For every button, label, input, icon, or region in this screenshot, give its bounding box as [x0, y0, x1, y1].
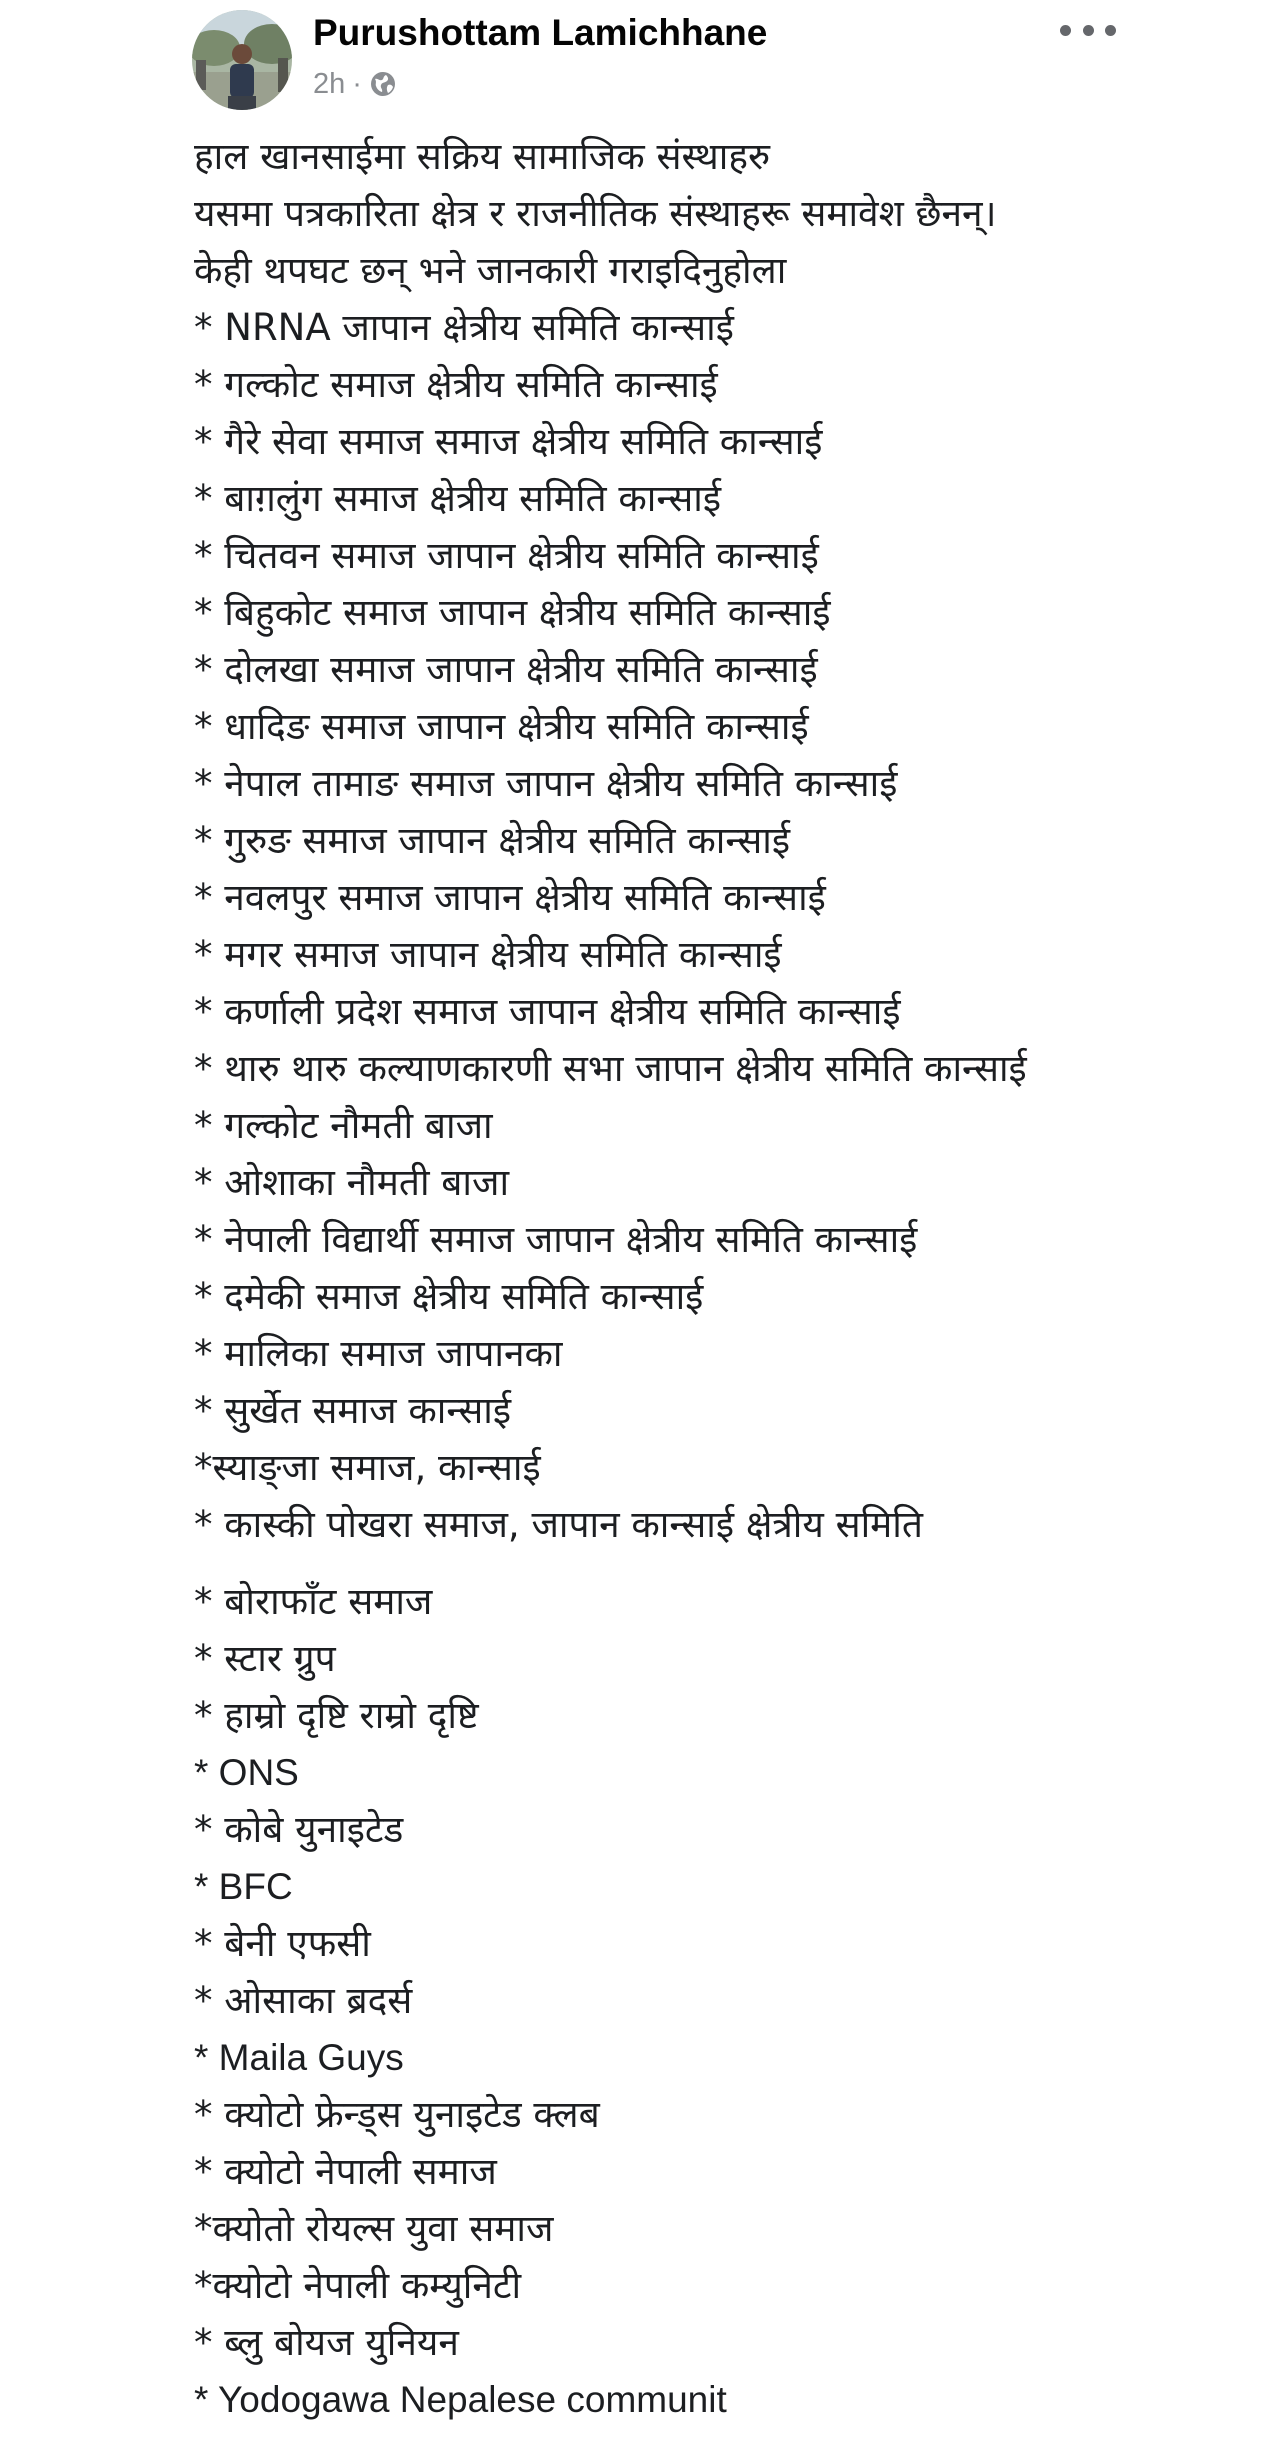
more-horizontal-icon [1060, 25, 1071, 36]
author-avatar[interactable] [192, 10, 292, 110]
list-item: * ओशाका नौमती बाजा [194, 1161, 510, 1204]
list-item: * नवलपुर समाज जापान क्षेत्रीय समिति कान्साई [194, 876, 826, 919]
post-intro-line: हाल खानसाईमा सक्रिय सामाजिक संस्थाहरु [194, 135, 771, 178]
list-item: * स्टार ग्रुप [194, 1637, 336, 1680]
list-item: * गैरे सेवा समाज समाज क्षेत्रीय समिति कान्साई [194, 420, 823, 463]
post-intro-line: यसमा पत्रकारिता क्षेत्र र राजनीतिक संस्थाहरू समावेश छैनन्। [194, 192, 997, 235]
list-item: * क्योटो नेपाली समाज [194, 2150, 497, 2193]
list-item: * NRNA जापान क्षेत्रीय समिति कान्साई [194, 306, 734, 349]
list-item: * कोबे युनाइटेड [194, 1808, 404, 1851]
list-item: * बिहुकोट समाज जापान क्षेत्रीय समिति कान्साई [194, 591, 831, 634]
list-item: * नेपाल तामाङ समाज जापान क्षेत्रीय समिति कान्साई [194, 762, 898, 805]
post-timestamp[interactable]: 2h [313, 67, 346, 100]
list-item: *क्योतो रोयल्स युवा समाज [194, 2207, 554, 2250]
more-horizontal-icon [1105, 25, 1116, 36]
list-item: * ब्लु बोयज युनियन [194, 2321, 459, 2364]
list-item: * गुरुङ समाज जापान क्षेत्रीय समिति कान्साई [194, 819, 791, 862]
list-item: * क्योटो फ्रेन्ड्स युनाइटेड क्लब [194, 2093, 600, 2136]
list-item: * नेपाली विद्यार्थी समाज जापान क्षेत्रीय समिति कान्साई [194, 1218, 918, 1261]
author-name[interactable]: Purushottam Lamichhane [313, 12, 768, 53]
list-item: * बाग़लुंग समाज क्षेत्रीय समिति कान्साई [194, 477, 722, 520]
list-item: * दोलखा समाज जापान क्षेत्रीय समिति कान्साई [194, 648, 818, 691]
post-header [0, 0, 1280, 120]
list-item: * BFC [194, 1866, 293, 1907]
list-item: * धादिङ समाज जापान क्षेत्रीय समिति कान्साई [194, 705, 809, 748]
list-item: * कास्की पोखरा समाज, जापान कान्साई क्षेत्रीय समिति [194, 1503, 923, 1546]
list-item: * ओसाका ब्रदर्स [194, 1979, 413, 2022]
list-item: * ONS [194, 1752, 299, 1793]
list-item: * बोराफाँट समाज [194, 1580, 433, 1623]
list-item: * कर्णाली प्रदेश समाज जापान क्षेत्रीय समिति कान्साई [194, 990, 901, 1033]
list-item: * थारु थारु कल्याणकारणी सभा जापान क्षेत्रीय समिति कान्साई [194, 1047, 1027, 1090]
list-item: *स्याङ्जा समाज, कान्साई [194, 1446, 541, 1489]
list-item: * Yodogawa Nepalese communit [194, 2379, 727, 2420]
list-item: *क्योटो नेपाली कम्युनिटी [194, 2264, 522, 2307]
list-item: * सुर्खेत समाज कान्साई [194, 1389, 512, 1432]
list-item: * हाम्रो दृष्टि राम्रो दृष्टि [194, 1694, 479, 1737]
post-meta [313, 64, 397, 104]
post-body [194, 128, 1254, 2428]
list-item: * गल्कोट समाज क्षेत्रीय समिति कान्साई [194, 363, 718, 406]
profile-photo-avatar [192, 10, 292, 110]
meta-separator: · [352, 67, 362, 100]
post-intro-line: केही थपघट छन् भने जानकारी गराइदिनुहोला [194, 249, 787, 292]
list-item: * Maila Guys [194, 2037, 404, 2078]
more-options-button[interactable] [1060, 16, 1116, 44]
more-horizontal-icon [1083, 25, 1094, 36]
paragraph-break [194, 1553, 1254, 1573]
list-item: * चितवन समाज जापान क्षेत्रीय समिति कान्साई [194, 534, 819, 577]
globe-icon[interactable] [369, 70, 397, 98]
list-item: * दमेकी समाज क्षेत्रीय समिति कान्साई [194, 1275, 704, 1318]
list-item: * मगर समाज जापान क्षेत्रीय समिति कान्साई [194, 933, 782, 976]
list-item: * गल्कोट नौमती बाजा [194, 1104, 493, 1147]
list-item: * बेनी एफसी [194, 1922, 371, 1965]
list-item: * मालिका समाज जापानका [194, 1332, 563, 1375]
